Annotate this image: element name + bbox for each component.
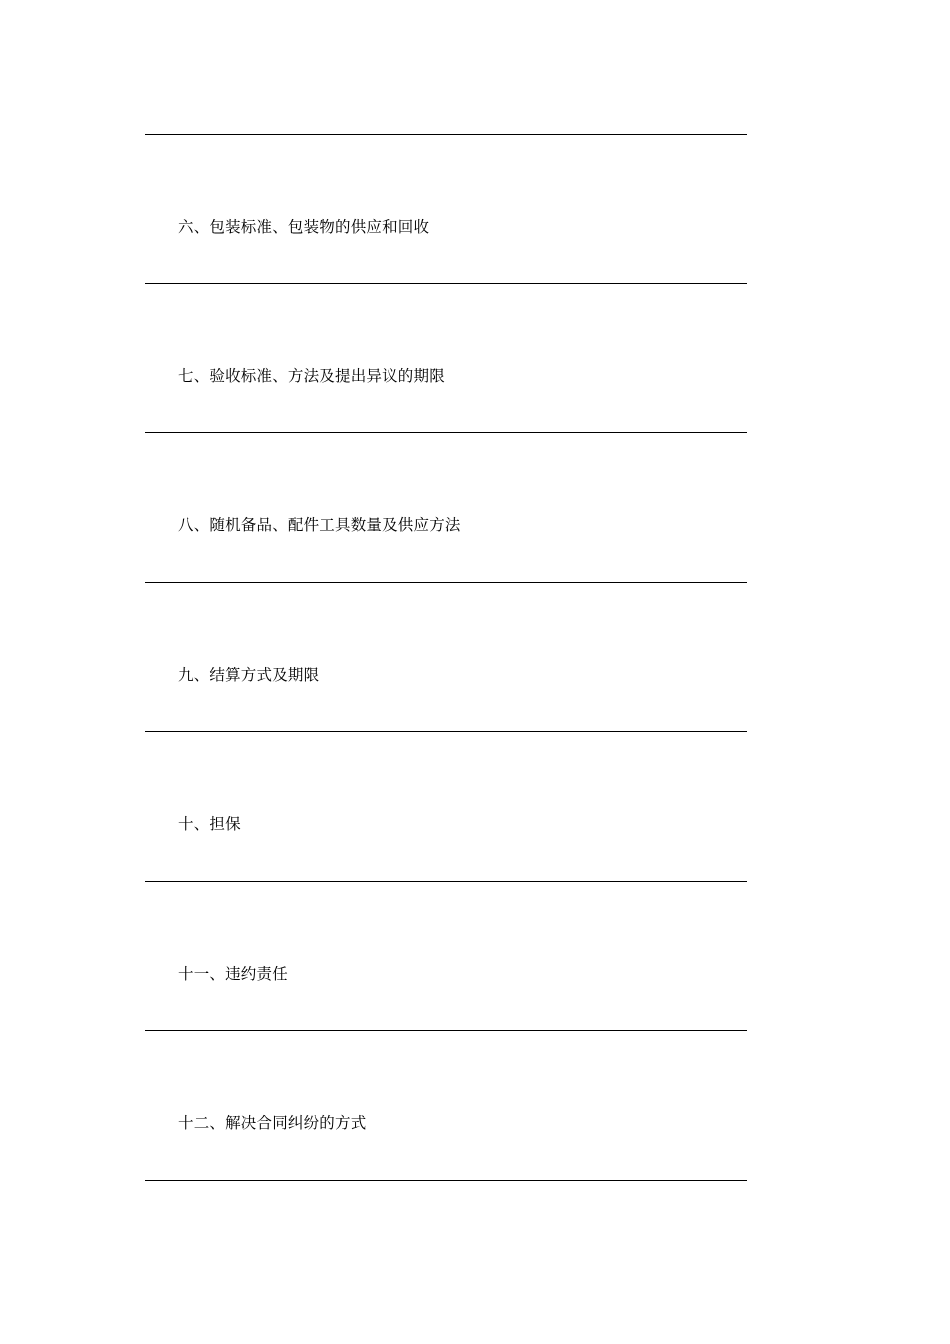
section-heading-spare-parts: 八、随机备品、配件工具数量及供应方法 <box>178 516 461 534</box>
blank-fill-line <box>145 432 747 433</box>
section-heading-liability: 十一、违约责任 <box>178 965 288 983</box>
blank-fill-line <box>145 731 747 732</box>
blank-fill-line <box>145 1180 747 1181</box>
section-heading-dispute-resolution: 十二、解决合同纠纷的方式 <box>178 1114 367 1132</box>
blank-fill-line <box>145 881 747 882</box>
section-heading-settlement: 九、结算方式及期限 <box>178 666 320 684</box>
blank-fill-line <box>145 1030 747 1031</box>
section-heading-packaging: 六、包装标准、包装物的供应和回收 <box>178 218 430 236</box>
blank-fill-line <box>145 283 747 284</box>
section-heading-acceptance: 七、验收标准、方法及提出异议的期限 <box>178 367 445 385</box>
section-heading-guarantee: 十、担保 <box>178 815 241 833</box>
blank-fill-line <box>145 582 747 583</box>
blank-fill-line <box>145 134 747 135</box>
